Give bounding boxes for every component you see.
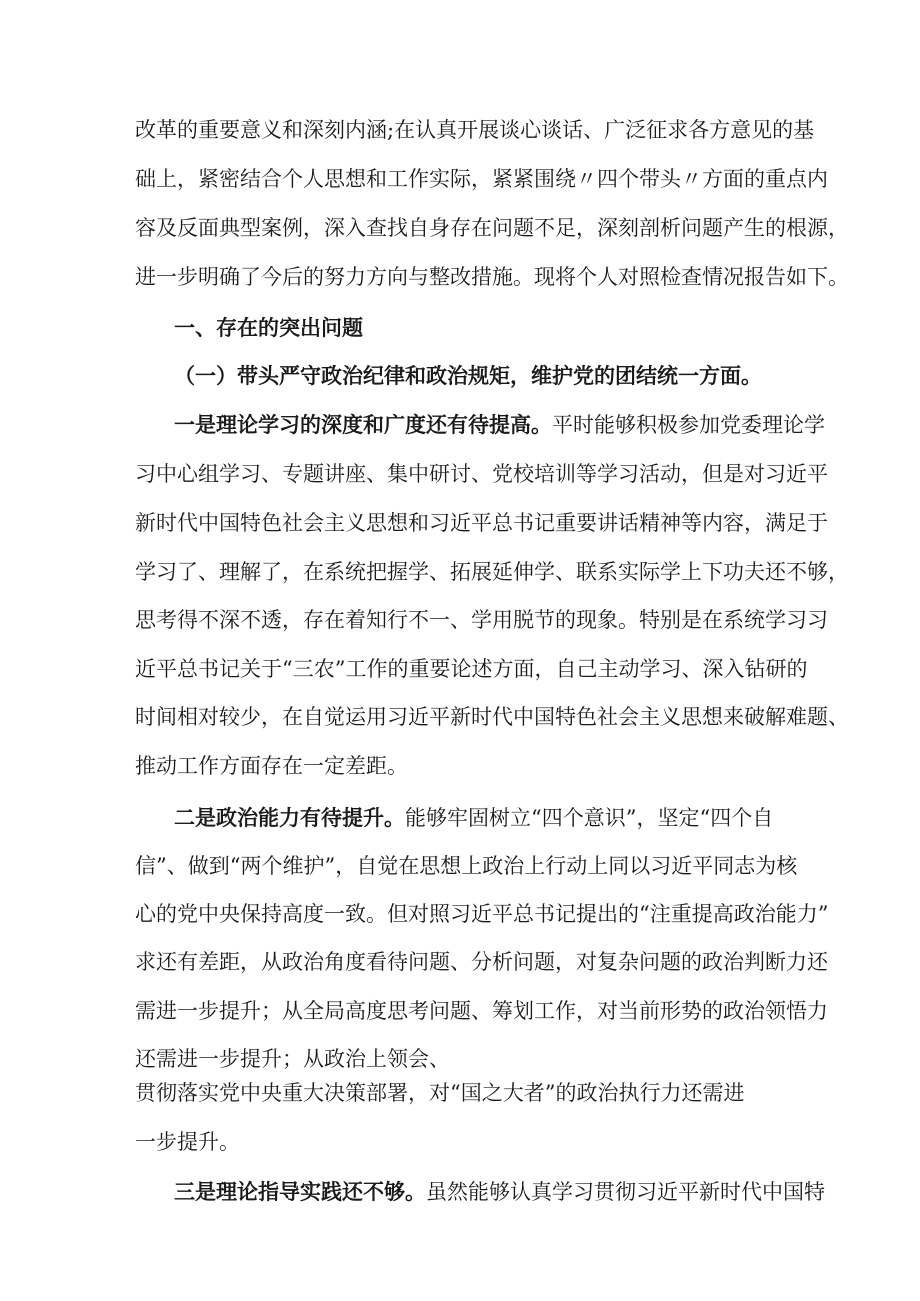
paragraph-line: 改革的重要意义和深刻内涵;在认真开展谈心谈话、广泛征求各方意见的基	[135, 118, 815, 142]
paragraph-line: 求还有差距，从政治角度看待问题、分析问题，对复杂问题的政治判断力还	[135, 950, 828, 974]
paragraph-line: 新时代中国特色社会主义思想和习近平总书记重要讲话精神等内容，满足于	[135, 511, 828, 535]
paragraph-line: 习中心组学习、专题讲座、集中研讨、党校培训等学习活动，但是对习近平	[135, 462, 828, 486]
paragraph-line: 思考得不深不透，存在着知行不一、学用脱节的现象。特别是在系统学习习	[135, 608, 828, 632]
paragraph-line	[174, 804, 795, 832]
point-lead: 三是理论指导实践还不够。	[174, 1179, 426, 1204]
paragraph-line: 贯彻落实党中央重大决策部署，对“国之大者”的政治执行力还需进	[135, 1081, 745, 1105]
paragraph-line: 心的党中央保持高度一致。但对照习近平总书记提出的“注重提高政治能力”	[135, 902, 829, 926]
paragraph-line: 进一步明确了今后的努力方向与整改措施。现将个人对照检查情况报告如下。	[135, 265, 849, 289]
paragraph-line	[174, 1178, 825, 1206]
paragraph-line: 还需进一步提升；从政治上领会、	[135, 1047, 450, 1071]
paragraph-line: 一步提升。	[135, 1130, 240, 1154]
point-lead: 二是政治能力有待提升。	[174, 805, 405, 830]
point-text: 能够牢固树立“四个意识”，坚定“四个自	[405, 806, 774, 830]
paragraph-line: 信”、做到“两个维护”，自觉在思想上政治上行动上同以习近平同志为核	[135, 854, 798, 878]
paragraph-line	[174, 411, 825, 439]
paragraph-line: 推动工作方面存在一定差距。	[135, 754, 408, 778]
paragraph-line: 近平总书记关于“三农”工作的重要论述方面，自己主动学习、深入钻研的	[135, 657, 808, 681]
paragraph-line: 学习了、理解了，在系统把握学、拓展延伸学、联系实际学上下功夫还不够，	[135, 560, 849, 584]
paragraph-line: 需进一步提升；从全局高度思考问题、筹划工作，对当前形势的政治领悟力	[135, 999, 828, 1023]
subsection-heading: （一）带头严守政治纪律和政治规矩，维护党的团结统一方面。	[174, 363, 762, 388]
section-heading: 一、存在的突出问题	[174, 315, 363, 340]
point-lead: 一是理论学习的深度和广度还有待提高。	[174, 412, 552, 437]
point-text: 平时能够积极参加党委理论学	[552, 413, 825, 437]
point-text: 虽然能够认真学习贯彻习近平新时代中国特	[426, 1180, 825, 1204]
paragraph-line: 础上，紧密结合个人思想和工作实际，紧紧围绕〃四个带头〃方面的重点内	[135, 167, 828, 191]
paragraph-line: 容及反面典型案例，深入查找自身存在问题不足，深刻剖析问题产生的根源，	[135, 216, 849, 240]
paragraph-line: 时间相对较少，在自觉运用习近平新时代中国特色社会主义思想来破解难题、	[135, 705, 849, 729]
